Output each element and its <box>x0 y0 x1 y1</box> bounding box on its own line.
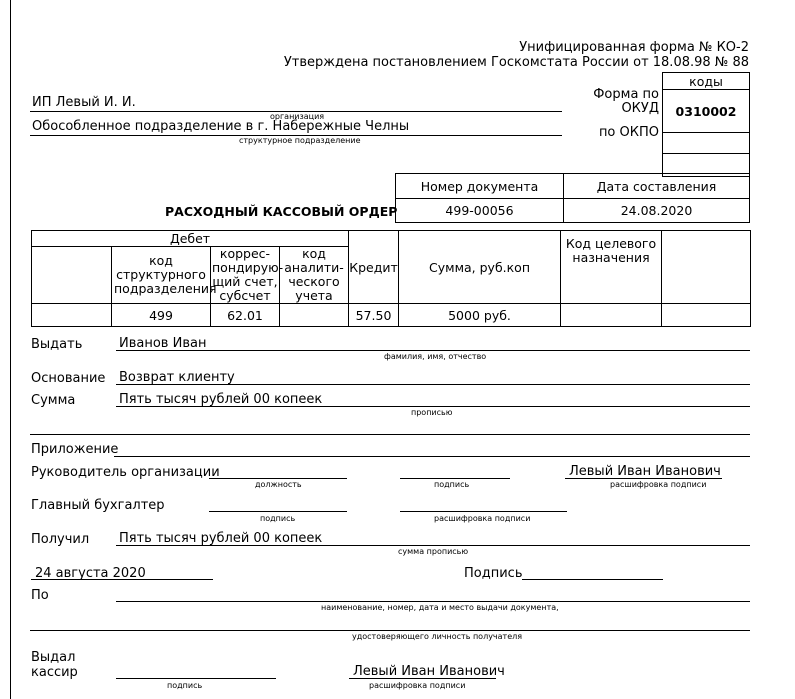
doc-date: 24.08.2020 <box>564 199 750 223</box>
id-line <box>30 630 750 631</box>
okud-label-1: Форма по <box>593 87 659 102</box>
page-left-edge <box>10 0 11 699</box>
head-position-line <box>209 478 347 479</box>
col-unit: код структурного подразделения <box>112 247 211 304</box>
issue-caption: фамилия, имя, отчество <box>384 352 487 361</box>
org-division-caption: структурное подразделение <box>239 136 361 145</box>
cashier-label-1: Выдал <box>31 650 76 665</box>
sum-value: Пять тысяч рублей 00 копеек <box>119 392 323 407</box>
doc-number-label: Номер документа <box>396 174 564 199</box>
attach-line <box>114 456 750 457</box>
head-name: Левый Иван Иванович <box>569 464 721 479</box>
cash-table <box>31 230 751 327</box>
org-name-caption: организация <box>270 112 325 121</box>
cashier-sign-caption: подпись <box>167 681 203 690</box>
by-label: По <box>31 588 49 603</box>
col-credit: Кредит <box>349 231 399 304</box>
org-name: ИП Левый И. И. <box>32 95 136 110</box>
okud-value: 0310002 <box>663 90 750 133</box>
by-caption: наименование, номер, дата и место выдачи документа, <box>321 603 559 612</box>
cell-corr: 62.01 <box>211 304 280 327</box>
cashier-name-line <box>349 678 496 679</box>
okpo-value <box>663 133 750 154</box>
doc-number-table <box>395 173 750 223</box>
col-purpose: Код целевого назначения <box>561 231 662 304</box>
received-line <box>116 545 750 546</box>
head-label: Руководитель организации <box>31 465 220 480</box>
codes-table <box>662 72 750 177</box>
accountant-name-caption: расшифровка подписи <box>434 514 531 523</box>
cell-analytic <box>280 304 349 327</box>
by-line <box>116 601 750 602</box>
cell-blank-2 <box>662 304 751 327</box>
signature-line <box>522 579 663 580</box>
cell-sum: 5000 руб. <box>399 304 561 327</box>
codes-title: коды <box>663 73 750 90</box>
cell-unit: 499 <box>112 304 211 327</box>
accountant-name-line <box>400 511 567 512</box>
basis-value: Возврат клиенту <box>119 370 235 385</box>
col-blank-1 <box>32 247 112 304</box>
form-approved: Утверждена постановлением Госкомстата России от 18.08.98 № 88 <box>283 55 749 70</box>
received-value: Пять тысяч рублей 00 копеек <box>119 531 323 546</box>
head-name-caption: расшифровка подписи <box>610 480 707 489</box>
org-division: Обособленное подразделение в г. Набережные Челны <box>32 119 410 134</box>
sum-line-2 <box>30 434 750 435</box>
signature-label: Подпись <box>464 566 523 581</box>
col-corr: коррес-пондирую-щий счет, субсчет <box>212 246 284 303</box>
doc-date-label: Дата составления <box>564 174 750 199</box>
issue-value: Иванов Иван <box>119 336 207 351</box>
col-analytic: код аналити-ческого учета <box>280 247 349 304</box>
okud-label-2: ОКУД <box>621 101 659 116</box>
issue-label: Выдать <box>31 337 83 352</box>
accountant-sign-caption: подпись <box>260 514 296 523</box>
doc-number: 499-00056 <box>396 199 564 223</box>
issue-line <box>116 350 750 351</box>
basis-line <box>116 384 750 385</box>
cell-purpose <box>561 304 662 327</box>
received-date: 24 августа 2020 <box>35 566 146 581</box>
cashier-name-caption: расшифровка подписи <box>369 681 466 690</box>
cell-blank-1 <box>32 304 112 327</box>
col-blank-2 <box>662 231 751 304</box>
okpo-label: по ОКПО <box>598 125 659 140</box>
sum-caption: прописью <box>411 408 453 417</box>
sum-line <box>116 406 750 407</box>
id-caption: удостоверяющего личность получателя <box>352 632 523 641</box>
cashier-name: Левый Иван Иванович <box>353 664 505 679</box>
received-label: Получил <box>31 532 90 547</box>
cashier-sign-line <box>116 678 276 679</box>
form-name: Унифицированная форма № КО-2 <box>519 40 749 55</box>
accountant-sign-line <box>209 511 347 512</box>
cell-credit: 57.50 <box>349 304 399 327</box>
head-name-line <box>565 478 722 479</box>
debit-header: Дебет <box>32 231 349 247</box>
accountant-label: Главный бухгалтер <box>31 498 165 513</box>
cashier-label-2: кассир <box>31 665 78 680</box>
sum-label: Сумма <box>31 393 76 408</box>
col-sum: Сумма, руб.коп <box>399 231 561 304</box>
doc-title: РАСХОДНЫЙ КАССОВЫЙ ОРДЕР <box>165 204 398 219</box>
head-position-caption: должность <box>255 480 302 489</box>
head-sign-caption: подпись <box>434 480 470 489</box>
attach-label: Приложение <box>31 442 119 457</box>
received-caption: сумма прописью <box>398 547 469 556</box>
received-date-line <box>31 579 213 580</box>
basis-label: Основание <box>31 371 106 386</box>
head-sign-line <box>400 478 510 479</box>
